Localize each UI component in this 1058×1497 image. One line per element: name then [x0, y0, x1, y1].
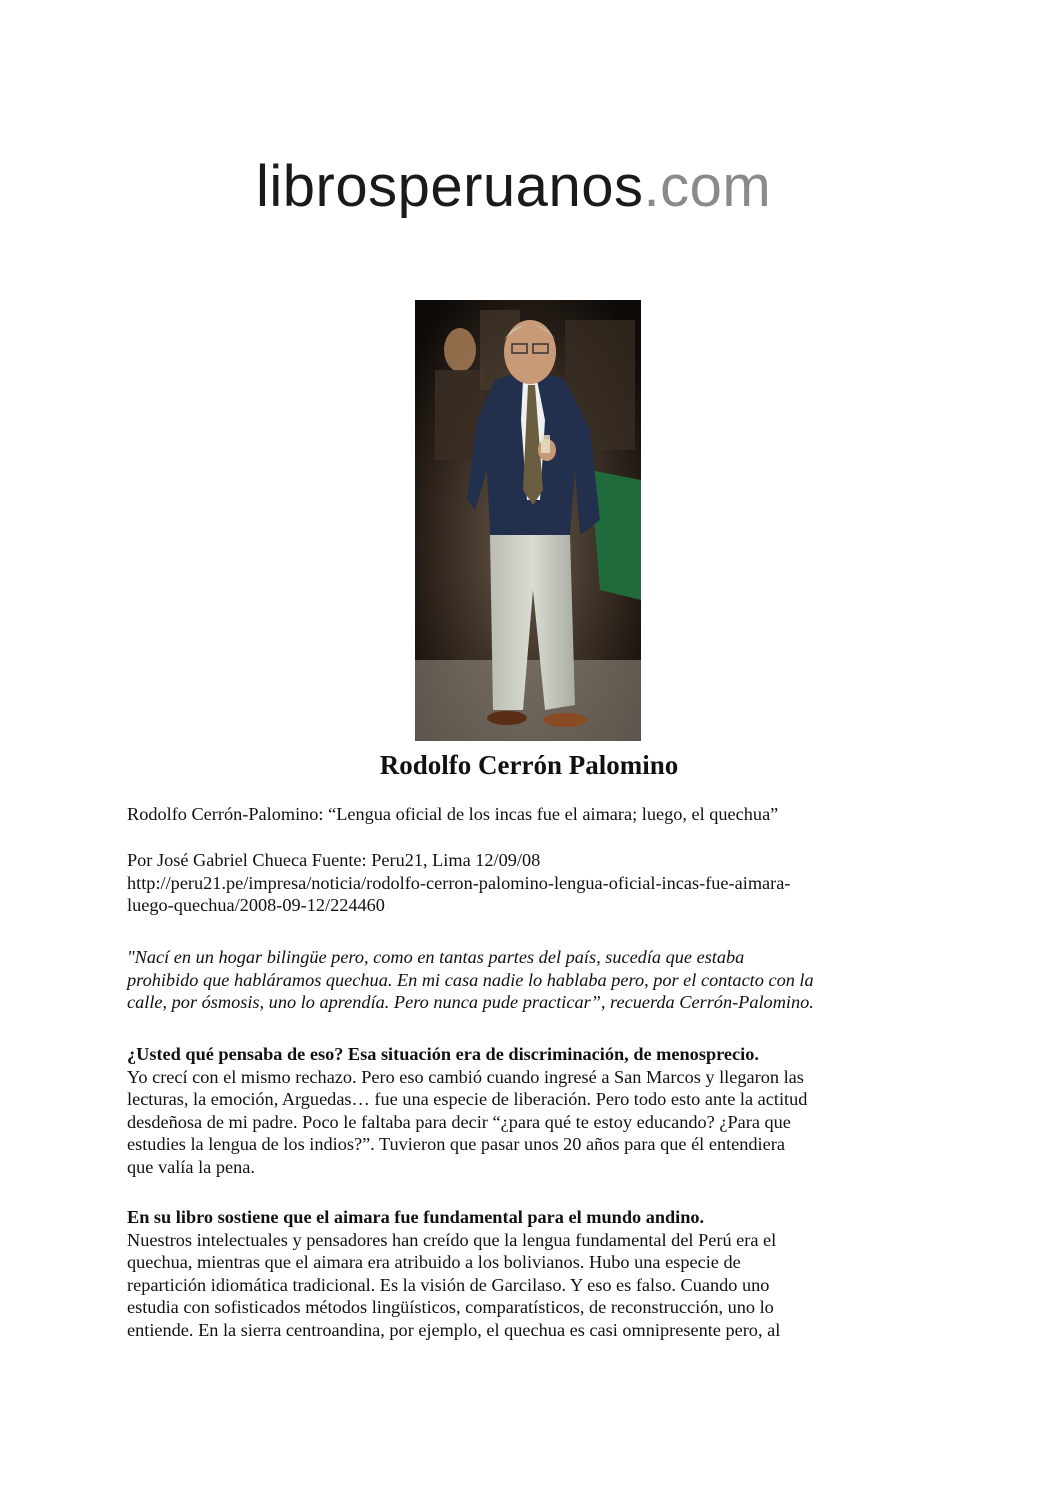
source-url-line-2: luego-quechua/2008-09-12/224460 [127, 895, 385, 915]
interview-question: ¿Usted qué pensaba de eso? Esa situación era de discriminación, de menosprecio. [127, 1044, 759, 1064]
answer-line: Yo crecí con el mismo rechazo. Pero eso cambió cuando ingresé a San Marcos y llegaron las [127, 1066, 804, 1087]
answer-line: estudies la lengua de los indios?”. Tuvieron que pasar unos 20 años para que él entendiera [127, 1134, 785, 1154]
photo-caption: Rodolfo Cerrón Palomino [379, 750, 679, 780]
article-byline [127, 849, 947, 917]
answer-line: que valía la pena. [127, 1156, 255, 1177]
portrait-photo [415, 300, 641, 741]
quote-line: prohibido que habláramos quechua. En mi casa nadie lo hablaba pero, por el contacto con la [127, 969, 814, 990]
article-title: Rodolfo Cerrón-Palomino: “Lengua oficial de los incas fue el aimara; luego, el quechua” [127, 804, 779, 824]
answer-line: repartición idiomática tradicional. Es la visión de Garcilaso. Y eso es falso. Cuando uno [127, 1274, 770, 1295]
byline-text: Por José Gabriel Chueca Fuente: Peru21, Lima 12/09/08 [127, 850, 541, 870]
interview-answer [127, 1066, 947, 1179]
logo-name: librosperuanos [256, 154, 644, 219]
quote-line: "Nací en un hogar bilingüe pero, como en tantas partes del país, sucedía que estaba [127, 947, 745, 967]
answer-line: estudia con sofisticados métodos lingüísticos, comparatísticos, de reconstrucción, uno lo [127, 1297, 774, 1317]
site-logo [256, 154, 772, 219]
answer-line: desdeñosa de mi padre. Poco le faltaba para decir “¿para qué te estoy educando? ¿Para que [127, 1111, 791, 1132]
intro-quote [127, 946, 947, 1014]
interview-question: En su libro sostiene que el aimara fue fundamental para el mundo andino. [127, 1207, 705, 1227]
logo-tld: com [660, 154, 772, 219]
qa-block-1 [127, 1043, 947, 1178]
qa-block-2 [127, 1206, 947, 1341]
quote-line: calle, por ósmosis, uno lo aprendía. Pero nunca pude practicar”, recuerda Cerrón-Palomino. [127, 992, 814, 1012]
answer-line: lecturas, la emoción, Arguedas… fue una especie de liberación. Pero todo esto ante la actitud [127, 1089, 808, 1109]
logo-dot: . [643, 154, 661, 219]
interview-answer [127, 1229, 947, 1342]
answer-line: entiende. En la sierra centroandina, por ejemplo, el quechua es casi omnipresente pero, al [127, 1319, 781, 1340]
answer-line: Nuestros intelectuales y pensadores han creído que la lengua fundamental del Perú era el [127, 1229, 777, 1250]
source-url-line-1: http://peru21.pe/impresa/noticia/rodolfo-cerron-palomino-lengua-oficial-incas-fue-aimara- [127, 872, 791, 893]
answer-line: quechua, mientras que el aimara era atribuido a los bolivianos. Hubo una especie de [127, 1252, 741, 1272]
